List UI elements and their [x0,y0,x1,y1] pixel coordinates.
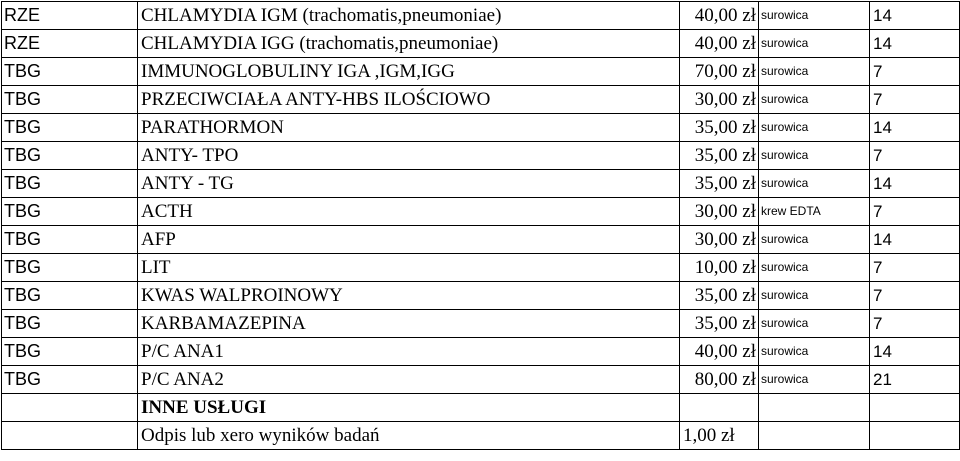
table-row [2,338,960,366]
test-price: 30,00 zł [680,198,759,226]
empty-cell [870,422,960,450]
test-price: 35,00 zł [680,310,759,338]
test-code: TBG [2,142,138,170]
test-name: P/C ANA1 [138,338,680,366]
turnaround-days: 7 [870,58,960,86]
empty-cell [759,422,870,450]
turnaround-days: 7 [870,282,960,310]
sample-material: surowica [759,170,870,198]
table-row [2,170,960,198]
table-row [2,2,960,30]
sample-material: surowica [759,30,870,58]
test-price: 10,00 zł [680,254,759,282]
empty-cell [2,422,138,450]
test-name: PRZECIWCIAŁA ANTY-HBS ILOŚCIOWO [138,86,680,114]
turnaround-days: 7 [870,310,960,338]
empty-cell [870,394,960,422]
table-row [2,142,960,170]
sample-material: surowica [759,226,870,254]
test-name: ANTY - TG [138,170,680,198]
test-price: 35,00 zł [680,170,759,198]
test-name: LIT [138,254,680,282]
table-row [2,114,960,142]
test-price: 40,00 zł [680,30,759,58]
test-price: 80,00 zł [680,366,759,394]
test-name: IMMUNOGLOBULINY IGA ,IGM,IGG [138,58,680,86]
table-row [2,58,960,86]
test-code: RZE [2,2,138,30]
sample-material: surowica [759,282,870,310]
test-code: TBG [2,58,138,86]
turnaround-days: 14 [870,226,960,254]
test-code: TBG [2,338,138,366]
test-code: TBG [2,310,138,338]
test-name: P/C ANA2 [138,366,680,394]
test-name: KWAS WALPROINOWY [138,282,680,310]
test-code: TBG [2,282,138,310]
table-row [2,86,960,114]
test-price: 35,00 zł [680,114,759,142]
test-price: 70,00 zł [680,58,759,86]
table-row [2,254,960,282]
test-name: PARATHORMON [138,114,680,142]
sample-material: surowica [759,310,870,338]
turnaround-days: 7 [870,254,960,282]
other-services-heading-row [2,394,960,422]
table-row [2,310,960,338]
sample-material: surowica [759,366,870,394]
price-list-table [1,1,960,450]
turnaround-days: 7 [870,142,960,170]
test-code: TBG [2,198,138,226]
sample-material: surowica [759,114,870,142]
turnaround-days: 14 [870,2,960,30]
sample-material: surowica [759,338,870,366]
test-price: 35,00 zł [680,282,759,310]
turnaround-days: 21 [870,366,960,394]
sample-material: surowica [759,86,870,114]
other-services-item-row [2,422,960,450]
table-row [2,30,960,58]
test-code: TBG [2,114,138,142]
test-code: RZE [2,30,138,58]
empty-cell [680,394,759,422]
empty-cell [2,394,138,422]
sample-material: surowica [759,58,870,86]
test-name: KARBAMAZEPINA [138,310,680,338]
other-services-section [2,394,960,450]
service-name: Odpis lub xero wyników badań [138,422,680,450]
test-name: CHLAMYDIA IGG (trachomatis,pneumoniae) [138,30,680,58]
turnaround-days: 7 [870,86,960,114]
turnaround-days: 14 [870,170,960,198]
sample-material: surowica [759,254,870,282]
table-row [2,366,960,394]
test-price: 40,00 zł [680,2,759,30]
test-price: 30,00 zł [680,226,759,254]
test-name: ACTH [138,198,680,226]
test-name: ANTY- TPO [138,142,680,170]
table-row [2,226,960,254]
test-code: TBG [2,170,138,198]
test-code: TBG [2,226,138,254]
turnaround-days: 7 [870,198,960,226]
table-row [2,282,960,310]
sample-material: surowica [759,2,870,30]
turnaround-days: 14 [870,114,960,142]
test-code: TBG [2,254,138,282]
sample-material: surowica [759,142,870,170]
service-price: 1,00 zł [680,422,759,450]
test-price: 30,00 zł [680,86,759,114]
test-name: CHLAMYDIA IGM (trachomatis,pneumoniae) [138,2,680,30]
turnaround-days: 14 [870,30,960,58]
other-services-heading: INNE USŁUGI [138,394,680,422]
test-code: TBG [2,86,138,114]
test-price: 40,00 zł [680,338,759,366]
sample-material: krew EDTA [759,198,870,226]
price-list-body [2,2,960,394]
test-name: AFP [138,226,680,254]
empty-cell [759,394,870,422]
test-price: 35,00 zł [680,142,759,170]
turnaround-days: 14 [870,338,960,366]
table-row [2,198,960,226]
test-code: TBG [2,366,138,394]
